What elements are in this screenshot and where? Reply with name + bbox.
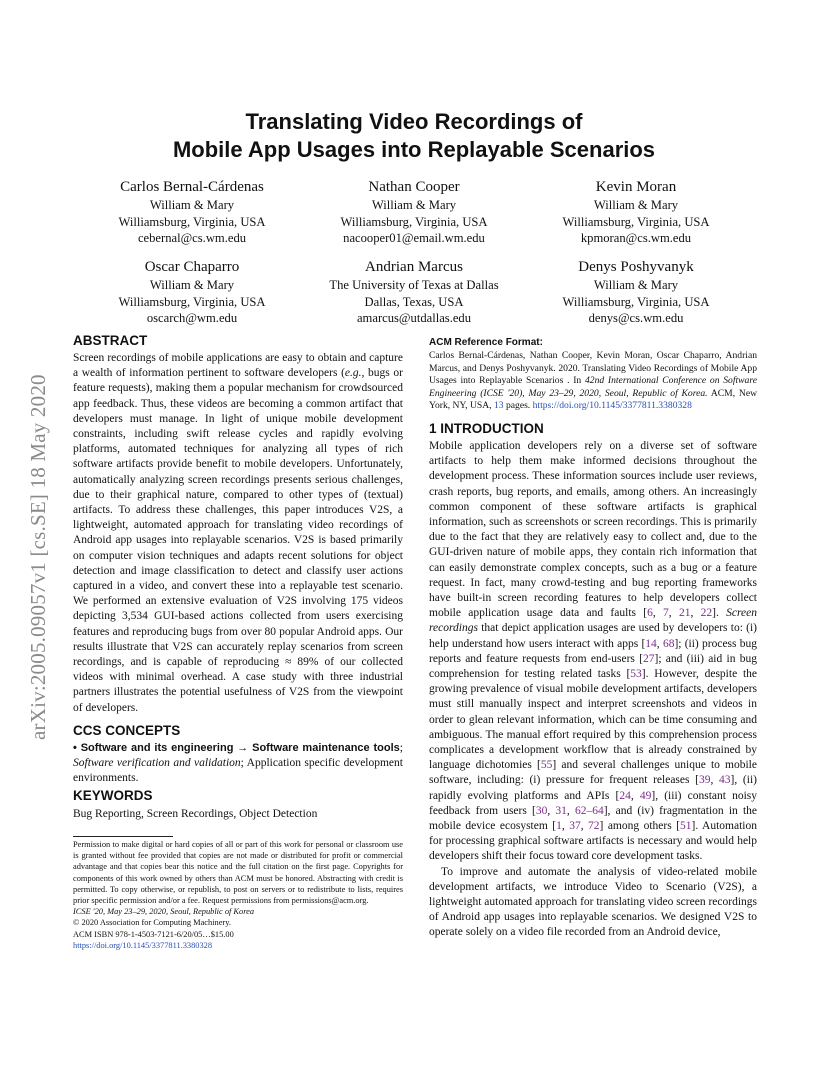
author-location: Williamsburg, Virginia, USA xyxy=(562,214,710,229)
author-block xyxy=(72,178,312,247)
author-name: Nathan Cooper xyxy=(368,179,460,195)
author-location: Dallas, Texas, USA xyxy=(364,294,464,309)
author-name: Carlos Bernal-Cárdenas xyxy=(120,179,264,195)
abstract-heading: ABSTRACT xyxy=(73,333,148,348)
citation[interactable]: 24 xyxy=(619,789,631,802)
arxiv-stamp: arXiv:2005.09057v1 [cs.SE] 18 May 2020 xyxy=(26,374,50,740)
ccs-text: • Software and its engineering → Software maintenance tools; Software verification and validation; Application specific development environments. xyxy=(73,741,403,785)
intro-paragraph-1: Mobile application developers rely on a diverse set of software artifacts to help them make informed decisions throughout the development process. These information sources include user reviews, crash reports, bug reports, and emails, among others. An increasingly common component of these software artifacts is graphical information, such as screenshots or screen recordings. This is primarily due to the fact that they are relatively easy to collect and, due to the GUI-driven nature of mobile apps, they contain rich information that can easily demonstrate complex concepts, such as a bug or a feature request. In fact, many crowd-testing and bug reporting frameworks have built-in screen recording features to help developers collect mobile application usage data and faults [6, 7, 21, 22]. Screen recordings that depict application usages are used by developers to: (i) help understand how users interact with apps [14, 68]; (ii) process bug reports and feature requests from end-users [27]; and (iii) aid in bug comprehension for testing related tasks [53]. However, despite the growing prevalence of visual mobile development artifacts, developers must still manually inspect and interpret screenshots and videos in order to glean relevant information, which can be time consuming and ambiguous. The manual effort required by this comprehension process complicates a development workflow that is already constrained by language dichotomies [55] and several challenges unique to mobile software, including: (i) pressure for frequent releases [39, 43], (ii) rapidly evolving platforms and APIs [24, 49], (iii) constant noisy feedback from users [30, 31, 62–64], and (iv) fragmentation in the mobile device ecosystem [1, 37, 72] among others [51]. Automation for processing graphical software artifacts is necessary and would help developers shift their focus toward core development tasks. xyxy=(429,439,758,863)
author-name: Andrian Marcus xyxy=(365,259,463,275)
author-email[interactable]: kpmoran@cs.wm.edu xyxy=(580,231,692,245)
author-affiliation: William & Mary xyxy=(593,198,679,212)
citation[interactable]: 21 xyxy=(678,607,691,620)
abstract-text: Screen recordings of mobile applications are easy to obtain and capture a wealth of information pertinent to software developers (e.g., bugs or feature requests), making them a popular mechanism for crowdsourced app feedback. Thus, these videos are becoming a common artifact that developers must manage. In light of unique mobile development constraints, including swift release cycles and rapidly evolving platforms, automated techniques for analyzing all types of rich software artifacts provide benefit to mobile developers. Unfortunately, automatically analyzing screen recordings presents serious challenges, due to their graphical nature, compared to other types of (textual) artifacts. To address these challenges, this paper introduces V2S, a lightweight, automated approach for translating video recordings of Android app usages into replayable scenarios. V2S is based primarily on computer vision techniques and adapts recent solutions for object detection and image classification to detect and classify user actions captured in a video, and convert these into a replayable test scenario. We performed an extensive evaluation of V2S involving 175 videos depicting 3,534 GUI-based actions collected from users exercising features and reproducing bugs from over 80 popular Android apps. Our results illustrate that V2S can accurately replay scenarios from screen recordings, and is capable of reproducing ≈ 89% of our collected videos with minimal overhead. A case study with three industrial partners illustrates the potential usefulness of V2S from the viewpoint of developers. xyxy=(73,352,403,714)
author-name: Kevin Moran xyxy=(595,179,677,195)
author-affiliation: William & Mary xyxy=(371,198,457,212)
citation[interactable]: 14 xyxy=(645,637,657,650)
author-email[interactable]: denys@cs.wm.edu xyxy=(588,311,684,325)
citation[interactable]: 62–64 xyxy=(574,804,604,817)
author-affiliation: William & Mary xyxy=(149,198,235,212)
pages-link[interactable]: 13 xyxy=(493,400,504,412)
author-name: Oscar Chaparro xyxy=(144,259,240,275)
keywords-heading: KEYWORDS xyxy=(73,788,153,804)
ccs-heading: CCS CONCEPTS xyxy=(73,722,181,738)
footnote-rule xyxy=(73,836,173,837)
author-block xyxy=(294,178,534,247)
introduction-heading: 1 INTRODUCTION xyxy=(429,420,544,436)
reference-format-heading: ACM Reference Format: xyxy=(429,337,543,348)
permission-isbn: ACM ISBN 978-1-4503-7121-6/20/05…$15.00 xyxy=(73,929,234,939)
keywords-text: Bug Reporting, Screen Recordings, Object Detection xyxy=(73,808,318,821)
citation[interactable]: 7 xyxy=(663,607,669,620)
permission-copyright: © 2020 Association for Computing Machinery. xyxy=(73,918,231,928)
citation[interactable]: 30 xyxy=(535,804,548,817)
citation[interactable]: 68 xyxy=(662,637,675,650)
author-affiliation: William & Mary xyxy=(149,278,235,292)
author-email[interactable]: nacooper01@email.wm.edu xyxy=(343,231,485,245)
citation[interactable]: 43 xyxy=(719,774,731,787)
citation[interactable]: 72 xyxy=(588,820,600,833)
author-name: Denys Poshyvanyk xyxy=(578,259,694,275)
author-block xyxy=(516,178,756,247)
citation[interactable]: 55 xyxy=(540,759,553,772)
title-line-2: Mobile App Usages into Replayable Scenarios xyxy=(172,137,656,162)
author-affiliation: William & Mary xyxy=(593,278,679,292)
author-email[interactable]: cebernal@cs.wm.edu xyxy=(137,231,247,245)
citation[interactable]: 6 xyxy=(647,607,653,620)
left-column xyxy=(73,333,403,823)
reference-doi-link[interactable]: https://doi.org/10.1145/3377811.3380328 xyxy=(532,400,692,412)
author-block xyxy=(294,258,534,327)
author-email[interactable]: oscarch@wm.edu xyxy=(146,311,238,325)
permission-venue: ICSE '20, May 23–29, 2020, Seoul, Republic of Korea xyxy=(73,907,255,917)
citation[interactable]: 51 xyxy=(680,820,692,833)
title-line-1: Translating Video Recordings of xyxy=(245,109,583,134)
permission-notice xyxy=(73,839,403,951)
author-email[interactable]: amarcus@utdallas.edu xyxy=(356,311,472,325)
citation[interactable]: 27 xyxy=(643,652,655,665)
citation[interactable]: 53 xyxy=(630,668,642,681)
author-block xyxy=(516,258,756,327)
citation[interactable]: 31 xyxy=(555,804,567,817)
author-affiliation: The University of Texas at Dallas xyxy=(329,278,499,292)
citation[interactable]: 22 xyxy=(700,607,713,620)
author-location: Williamsburg, Virginia, USA xyxy=(340,214,488,229)
author-location: Williamsburg, Virginia, USA xyxy=(118,294,266,309)
permission-doi-link[interactable]: https://doi.org/10.1145/3377811.3380328 xyxy=(73,940,213,950)
right-column xyxy=(429,337,757,941)
author-block xyxy=(72,258,312,327)
citation[interactable]: 49 xyxy=(639,789,652,802)
permission-text: Permission to make digital or hard copies of all or part of this work for personal or classroom use is granted without fee provided that copies are not made or distributed for profit or commercial advantage and that copies bear this notice and the full citation on the first page. Copyrights for components of this work owned by others than ACM must be honored. Abstracting with credit is permitted. To copy otherwise, or republish, to post on servers or to redistribute to lists, requires prior specific permission and/or a fee. Request permissions from permissions@acm.org. xyxy=(73,840,403,906)
author-location: Williamsburg, Virginia, USA xyxy=(562,294,710,309)
intro-paragraph-2: To improve and automate the analysis of video-related mobile development artifacts, we introduce Video to Scenario (V2S), a lightweight automated approach for translating video screen recordings of Android app usages into replayable scenarios. We designed V2S to operate solely on a video file recorded from an Android device, xyxy=(429,865,757,939)
citation[interactable]: 37 xyxy=(569,820,581,833)
citation[interactable]: 39 xyxy=(698,774,711,787)
reference-format-text: Carlos Bernal-Cárdenas, Nathan Cooper, Kevin Moran, Oscar Chaparro, Andrian Marcus, and Denys Poshyvanyk. 2020. Translating Video Recordings of Mobile App Usages into Replayable Scenarios . In 42nd International Conference on Software Engineering (ICSE '20), May 23–29, 2020, Seoul, Republic of Korea. ACM, New York, NY, USA, 13 pages. https://doi.org/10.1145/3377811.3380328 xyxy=(429,350,758,412)
citation[interactable]: 1 xyxy=(556,820,562,833)
author-location: Williamsburg, Virginia, USA xyxy=(118,214,266,229)
paper-title xyxy=(0,108,828,164)
